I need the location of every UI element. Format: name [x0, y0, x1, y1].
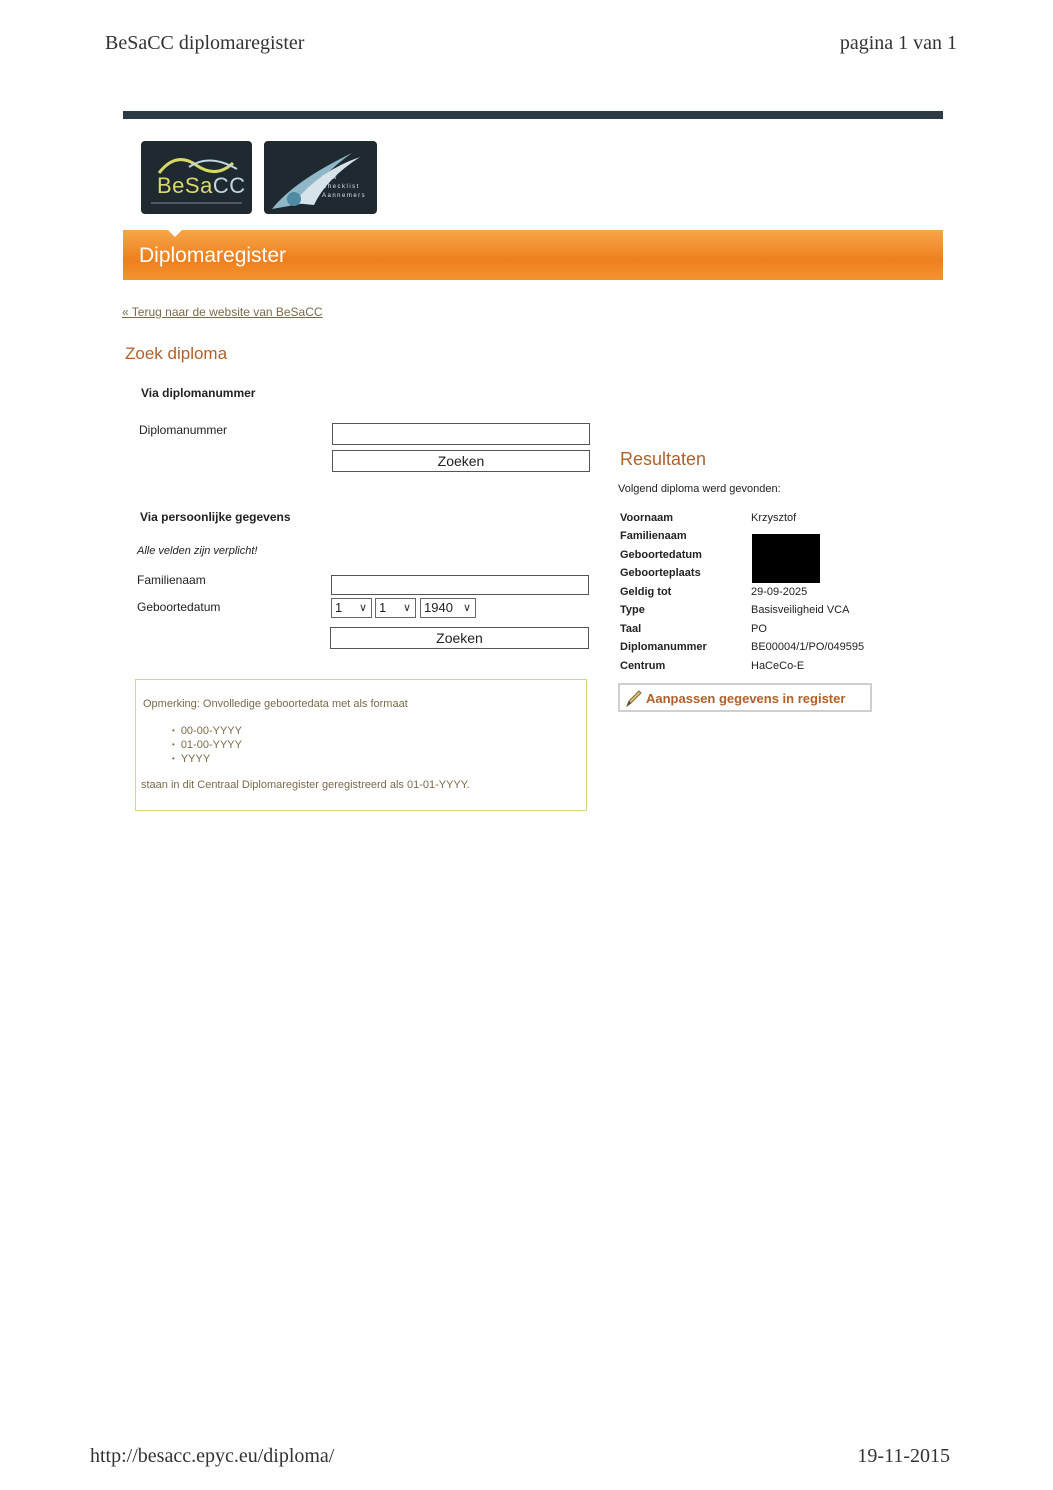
- remark-box: [135, 679, 587, 811]
- birth-day-select[interactable]: [331, 598, 372, 618]
- by-number-subheading: Via diplomanummer: [141, 386, 256, 400]
- print-footer-date: 19-11-2015: [857, 1445, 950, 1467]
- besacc-tagline: [151, 202, 242, 204]
- result-key: Geboorteplaats: [620, 567, 701, 579]
- remark-title: Opmerking: Onvolledige geboortedata met als formaat: [143, 698, 408, 710]
- birth-year-select[interactable]: [420, 598, 476, 618]
- results-heading: Resultaten: [620, 449, 707, 469]
- remark-format-item: • 01-00-YYYY: [172, 738, 242, 752]
- chevron-down-icon: ∨: [358, 602, 367, 614]
- remark-format-list: [172, 724, 242, 766]
- pencil-icon: [624, 688, 644, 708]
- besacc-wordmark: BeSaCC: [157, 173, 246, 198]
- birth-month-select[interactable]: [375, 598, 416, 618]
- search-heading: Zoek diploma: [125, 344, 228, 363]
- result-value: BE00004/1/PO/049595: [751, 641, 865, 653]
- back-to-website-link[interactable]: « Terug naar de website van BeSaCC: [122, 305, 323, 319]
- edit-register-button[interactable]: [618, 683, 872, 712]
- required-note: Alle velden zijn verplicht!: [137, 545, 258, 557]
- result-value: 29-09-2025: [751, 586, 808, 598]
- remark-format-item: • YYYY: [172, 752, 242, 766]
- result-row: [620, 623, 890, 641]
- result-row: [620, 586, 890, 604]
- besacc-logo[interactable]: [141, 141, 252, 214]
- result-row: [620, 512, 890, 530]
- vca-logo[interactable]: [264, 141, 377, 214]
- result-key: Taal: [620, 623, 642, 635]
- redaction-block: [752, 534, 820, 583]
- top-dark-bar: [123, 111, 943, 119]
- search-by-person-button[interactable]: Zoeken: [330, 627, 589, 649]
- print-header-title: BeSaCC diplomaregister: [105, 32, 305, 54]
- by-person-subheading: Via persoonlijke gegevens: [140, 510, 291, 524]
- birth-day-value: 1: [335, 600, 343, 615]
- result-key: Voornaam: [620, 512, 673, 524]
- remark-format-item: • 00-00-YYYY: [172, 724, 242, 738]
- banner-title: Diplomaregister: [139, 244, 287, 267]
- result-row: [620, 641, 890, 659]
- geboortedatum-label: Geboortedatum: [137, 600, 221, 614]
- diplomaregister-banner: [123, 230, 943, 280]
- result-key: Familienaam: [620, 530, 687, 542]
- familienaam-input[interactable]: [331, 575, 589, 595]
- familienaam-label: Familienaam: [137, 573, 206, 587]
- chevron-down-icon: ∨: [402, 602, 411, 614]
- birth-month-value: 1: [379, 600, 387, 615]
- result-key: Diplomanummer: [620, 641, 707, 653]
- result-value: Basisveiligheid VCA: [751, 604, 850, 616]
- diplomanummer-label: Diplomanummer: [139, 423, 228, 437]
- result-row: [620, 660, 890, 678]
- result-key: Geboortedatum: [620, 549, 702, 561]
- print-footer-url: http://besacc.epyc.eu/diploma/: [90, 1445, 335, 1467]
- remark-footer: staan in dit Centraal Diplomaregister geregistreerd als 01-01-YYYY.: [141, 779, 470, 791]
- result-key: Geldig tot: [620, 586, 672, 598]
- vca-text: Vzw Checklist Aannemers: [322, 175, 367, 199]
- search-by-number-button[interactable]: Zoeken: [332, 450, 590, 472]
- print-header-page: pagina 1 van 1: [839, 32, 957, 54]
- result-value: HaCeCo-E: [751, 660, 805, 672]
- results-intro: Volgend diploma werd gevonden:: [618, 483, 781, 495]
- birth-year-value: 1940: [424, 600, 453, 615]
- result-value: PO: [751, 623, 767, 635]
- edit-register-label: Aanpassen gegevens in register: [646, 691, 846, 706]
- result-key: Centrum: [620, 660, 666, 672]
- result-row: [620, 604, 890, 622]
- banner-notch: [167, 229, 183, 237]
- result-key: Type: [620, 604, 645, 616]
- result-value: Krzysztof: [751, 512, 797, 524]
- diplomanummer-input[interactable]: [332, 423, 590, 445]
- chevron-down-icon: ∨: [462, 602, 471, 614]
